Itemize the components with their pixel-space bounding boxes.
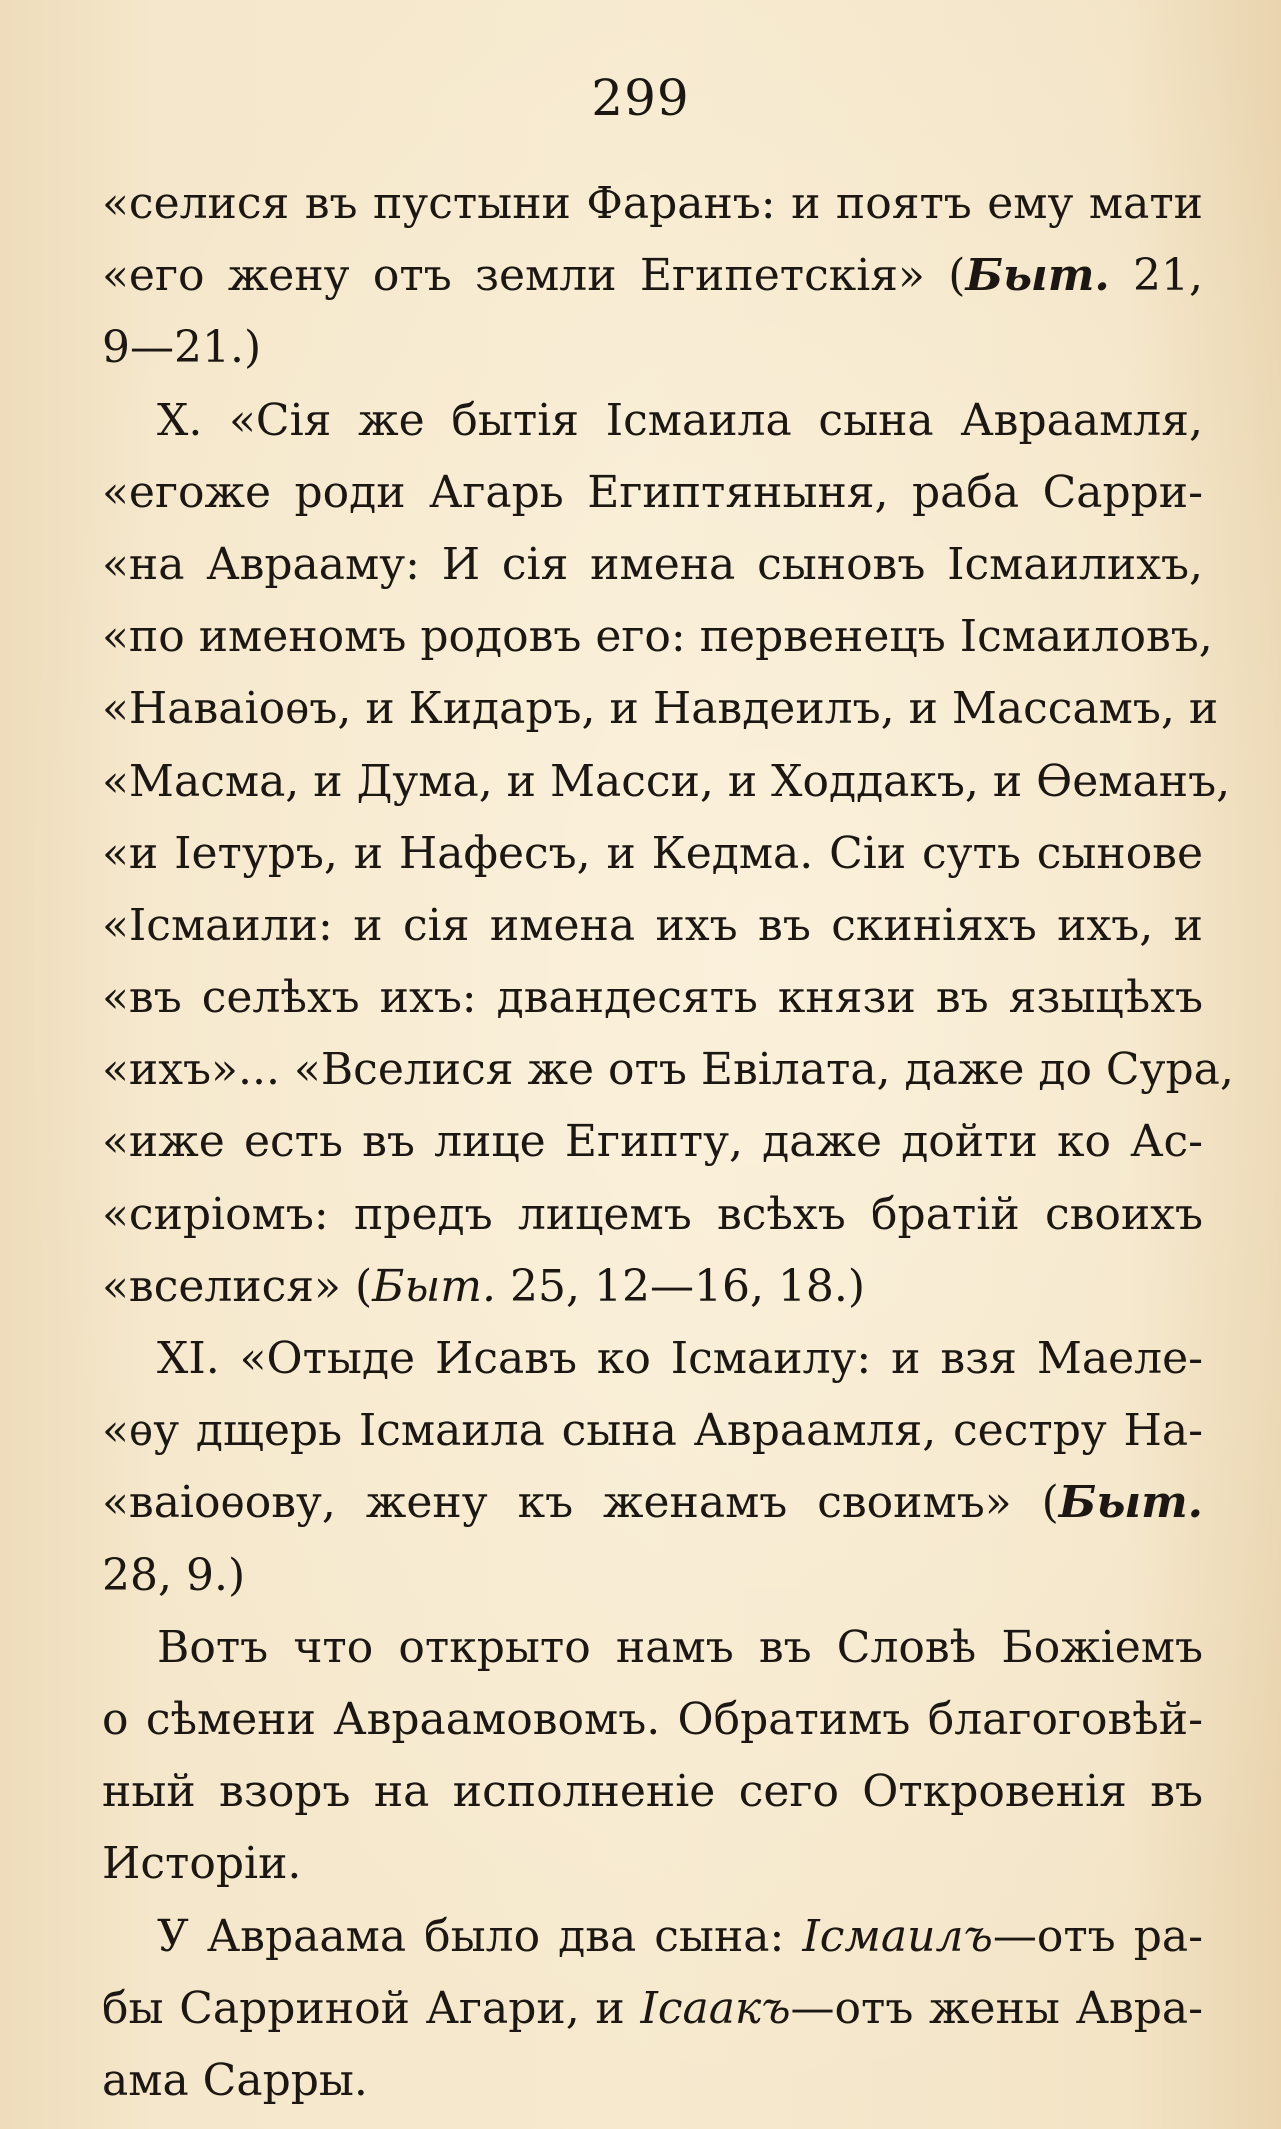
text-segment: «егоже роди Агарь Египтяныня, раба Сарри-	[102, 466, 1203, 518]
body-text	[102, 168, 1234, 2117]
text-segment: «ихъ»... «Вселися же отъ Евілата, даже до Сура,	[102, 1044, 1234, 1096]
text-line	[102, 1251, 1203, 1323]
text-segment: «его жену отъ земли Египетскія» (	[102, 250, 966, 302]
text-line	[102, 1756, 1203, 1828]
text-line	[102, 1828, 1203, 1900]
text-segment: 28, 9.)	[102, 1549, 246, 1601]
text-line	[102, 962, 1203, 1034]
emphasized-text: Ісаакъ	[640, 1982, 791, 2034]
text-segment: «селися въ пустыни Фаранъ: и поятъ ему мати	[102, 178, 1203, 229]
text-segment: «на Аврааму: И сія имена сыновъ Ісмаилихъ,	[102, 538, 1203, 590]
emphasized-text: Быт.	[965, 250, 1110, 302]
emphasized-text: Быт.	[372, 1260, 497, 1312]
emphasized-text: Ісмаилъ	[802, 1910, 993, 1962]
text-segment: 9—21.)	[102, 322, 262, 374]
text-segment: X. «Сія же бытія Ісмаила сына Авраамля,	[157, 394, 1203, 446]
text-segment: —отъ жены Авра-	[790, 1982, 1203, 2034]
text-line	[102, 529, 1203, 601]
text-segment: ама Сарры.	[102, 2054, 368, 2106]
text-line	[102, 1467, 1203, 1539]
text-segment: о сѣмени Авраамовомъ. Обратимъ благоговѣй-	[102, 1693, 1203, 1745]
text-line	[102, 1106, 1203, 1178]
text-line	[102, 240, 1203, 312]
text-line	[102, 890, 1203, 962]
text-line	[102, 1395, 1203, 1467]
text-segment: «Масма, и Дума, и Масси, и Ходдакъ, и Ѳеманъ,	[102, 755, 1231, 807]
text-segment: «Наваіоѳъ, и Кидаръ, и Навдеилъ, и Массамъ, и	[102, 683, 1219, 735]
text-line	[102, 2045, 1203, 2117]
text-line	[102, 1901, 1203, 1973]
text-segment: «по именомъ родовъ его: первенецъ Ісмаиловъ,	[102, 611, 1213, 663]
text-segment: «ваіоѳову, жену къ женамъ своимъ» (	[102, 1477, 1059, 1529]
text-segment: Исторіи.	[102, 1838, 302, 1890]
text-segment: XI. «Отыде Исавъ ко Ісмаилу: и взя Маеле-	[157, 1333, 1203, 1384]
text-segment: бы Сарриной Агари, и	[102, 1982, 641, 2034]
text-line	[102, 1540, 1203, 1612]
text-segment: 25, 12—16, 18.)	[496, 1260, 866, 1312]
text-line	[102, 1612, 1203, 1684]
text-line	[102, 1323, 1203, 1395]
text-segment: «ѳу дщерь Ісмаила сына Авраамля, сестру На-	[102, 1405, 1203, 1457]
text-segment: «сиріомъ: предъ лицемъ всѣхъ братій своихъ	[102, 1188, 1203, 1240]
text-segment: «иже есть въ лице Египту, даже дойти ко Ас-	[102, 1116, 1203, 1168]
text-segment: «и Іетуръ, и Нафесъ, и Кедма. Сіи суть сынове	[102, 827, 1203, 879]
text-line	[102, 1973, 1203, 2045]
text-line	[102, 601, 1213, 673]
text-segment: У Авраама было два сына:	[157, 1910, 803, 1962]
text-segment: «въ селѣхъ ихъ: двандесять князи въ языцѣхъ	[102, 972, 1203, 1024]
page-number: 299	[591, 69, 690, 127]
emphasized-text: Быт.	[1058, 1477, 1203, 1529]
text-segment: «Ісмаили: и сія имена ихъ въ скиніяхъ ихъ, и	[102, 899, 1203, 951]
text-line	[102, 457, 1203, 529]
text-line	[102, 385, 1203, 457]
text-line	[102, 1684, 1203, 1756]
text-line	[102, 1179, 1203, 1251]
text-segment: «вселися» (	[102, 1260, 373, 1312]
text-line	[102, 168, 1203, 240]
text-segment: Вотъ что открыто намъ въ Словѣ Божіемъ	[157, 1621, 1203, 1673]
text-line	[102, 1034, 1234, 1106]
text-segment: —отъ ра-	[992, 1910, 1203, 1962]
text-line	[102, 312, 1203, 384]
text-line	[102, 818, 1203, 890]
text-segment: 21,	[1109, 250, 1203, 302]
text-line	[102, 673, 1219, 745]
text-line	[102, 746, 1231, 818]
text-segment: ный взоръ на исполненіе сего Откровенія въ	[102, 1766, 1203, 1818]
